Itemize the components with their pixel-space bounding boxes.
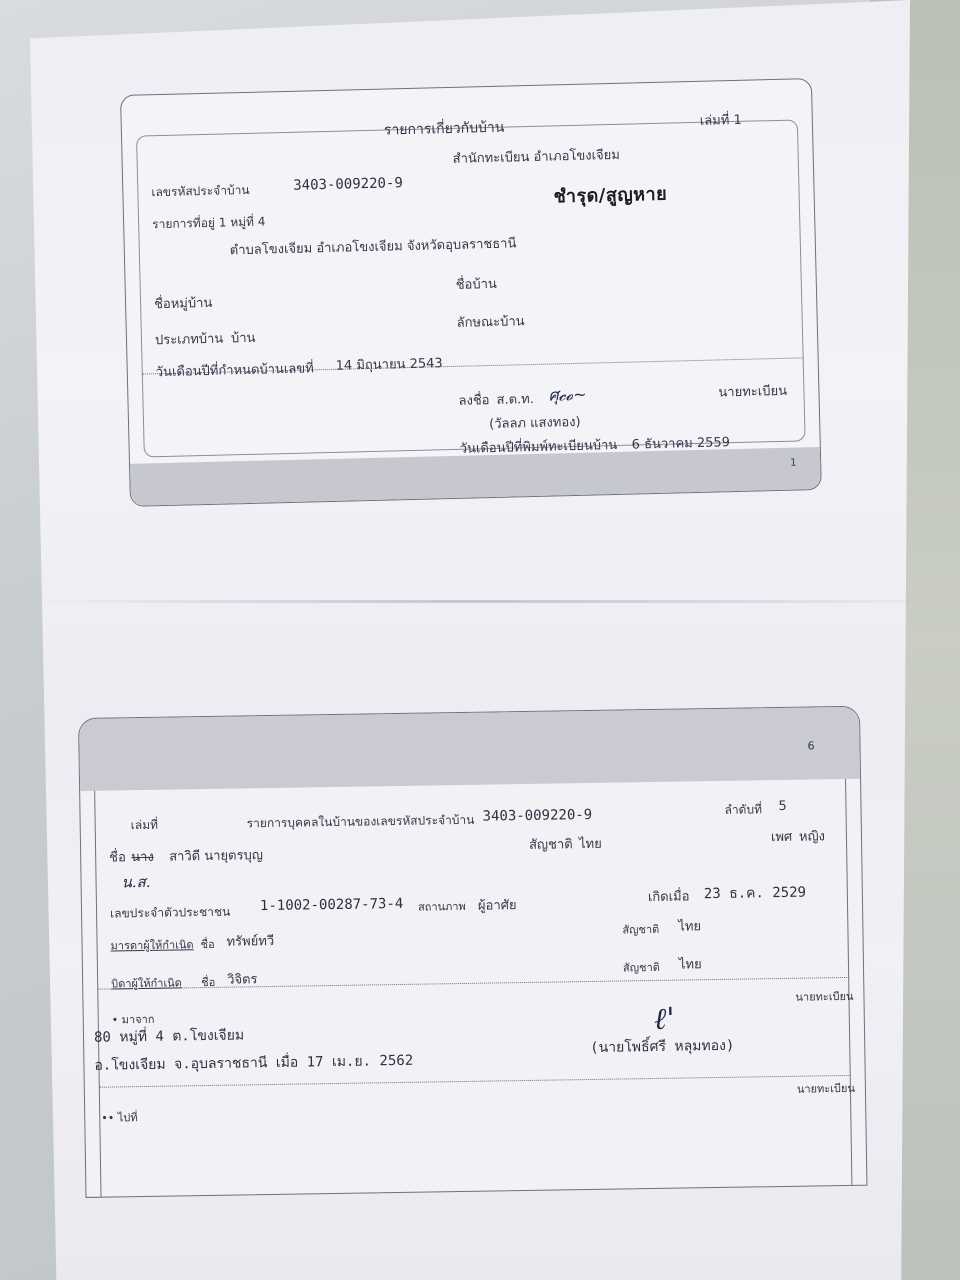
nationality-label: สัญชาติ bbox=[528, 837, 573, 853]
address-detail: ตำบลโขงเจียม อำเภอโขงเจียม จังหวัดอุบลราชธานี bbox=[229, 236, 517, 259]
order-value: 5 bbox=[778, 798, 787, 815]
status-value: ผู้อาศัย bbox=[477, 898, 517, 914]
father-nationality-label: สัญชาติ bbox=[622, 960, 660, 975]
damaged-lost-stamp: ชำรุด/สูญหาย bbox=[553, 183, 668, 208]
registrar-label: นายทะเบียน bbox=[718, 383, 788, 401]
sex-value: หญิง bbox=[798, 829, 826, 845]
signed-label: ลงชื่อ bbox=[458, 393, 490, 409]
mother-nationality-value: ไทย bbox=[678, 919, 702, 935]
father-name: วิจิตร bbox=[227, 972, 258, 988]
print-date-label: วันเดือนปีที่พิมพ์ทะเบียนบ้าน bbox=[459, 437, 618, 457]
form-header-band bbox=[79, 707, 860, 791]
house-type-label: ประเภทบ้าน bbox=[154, 331, 224, 349]
form-title: รายการเกี่ยวกับบ้าน bbox=[383, 119, 505, 139]
father-label: บิดาผู้ให้กำเนิด bbox=[111, 976, 182, 991]
registrar-signature: ℓ' bbox=[653, 1001, 675, 1037]
form-title: รายการบุคคลในบ้านของเลขรหัสประจำบ้าน bbox=[246, 812, 475, 831]
house-code-value: 3403-009220-9 bbox=[293, 175, 404, 194]
moved-to-label: •• ไปที่ bbox=[101, 1111, 138, 1125]
mother-nationality-label: สัญชาติ bbox=[622, 922, 660, 937]
registrar-label-2: นายทะเบียน bbox=[796, 1081, 856, 1096]
signer-name: (วัลลภ แสงทอง) bbox=[488, 414, 581, 433]
id-label: เลขประจำตัวประชาชน bbox=[109, 904, 231, 921]
moved-from-line-1: 80 หมู่ที่ 4 ต.โขงเจียม bbox=[93, 1027, 245, 1046]
birth-label: เกิดเมื่อ bbox=[647, 889, 690, 906]
name-correction: น.ส. bbox=[121, 872, 151, 892]
registrar-name: (นายโพธิ์ศรี หลุมทอง) bbox=[590, 1037, 735, 1056]
moved-from-label: • มาจาก bbox=[111, 1012, 155, 1027]
book-label: เล่มที่ bbox=[130, 817, 159, 833]
name-label: ชื่อ bbox=[109, 850, 126, 866]
page-number: 6 bbox=[807, 739, 815, 753]
assigned-date-label: วันเดือนปีที่กำหนดบ้านเลขที่ bbox=[155, 361, 314, 381]
order-label: ลำดับที่ bbox=[724, 802, 763, 817]
registration-office: สำนักทะเบียน อำเภอโขงเจียม bbox=[452, 147, 621, 167]
house-info-form bbox=[120, 78, 822, 507]
house-type-value: บ้าน bbox=[230, 330, 256, 347]
sex-label: เพศ bbox=[770, 829, 793, 846]
house-name-label: ชื่อบ้าน bbox=[455, 276, 498, 293]
struck-prefix: นาง bbox=[131, 849, 154, 866]
paper-fold bbox=[30, 600, 910, 603]
registrar-label: นายทะเบียน bbox=[795, 989, 854, 1004]
house-code-value: 3403-009220-9 bbox=[482, 806, 593, 825]
mother-name: ทรัพย์ทวี bbox=[226, 933, 275, 950]
nationality-value: ไทย bbox=[578, 836, 602, 853]
father-name-label: ชื่อ bbox=[201, 975, 216, 990]
address-label: รายการที่อยู่ 1 หมู่ที่ 4 bbox=[151, 214, 266, 232]
house-code-label: เลขรหัสประจำบ้าน bbox=[151, 182, 250, 200]
person-info-form bbox=[78, 706, 867, 1198]
house-character-label: ลักษณะบ้าน bbox=[456, 314, 525, 331]
signature: ศุ𝓬𝓸~ bbox=[548, 384, 587, 405]
id-value: 1-1002-00287-73-4 bbox=[259, 895, 404, 915]
mother-name-label: ชื่อ bbox=[200, 937, 215, 952]
assigned-date-value: 14 มิถุนายน 2543 bbox=[335, 356, 443, 374]
mother-label: มารดาผู้ให้กำเนิด bbox=[110, 938, 194, 953]
signer-title: ส.ต.ท. bbox=[496, 391, 535, 408]
book-number: เล่มที่ 1 bbox=[699, 112, 742, 129]
village-name-label: ชื่อหมู่บ้าน bbox=[153, 295, 213, 313]
birth-value: 23 ธ.ค. 2529 bbox=[703, 884, 807, 903]
status-label: สถานภาพ bbox=[417, 899, 466, 914]
page-number: 1 bbox=[790, 457, 797, 469]
father-nationality-value: ไทย bbox=[678, 957, 702, 973]
print-date-value: 6 ธันวาคม 2559 bbox=[631, 435, 731, 453]
moved-from-line-2: อ.โขงเจียม จ.อุบลราชธานี เมื่อ 17 เม.ย. 2562 bbox=[94, 1052, 414, 1074]
person-name: สาวิดี นายุตรบุญ bbox=[169, 848, 263, 865]
